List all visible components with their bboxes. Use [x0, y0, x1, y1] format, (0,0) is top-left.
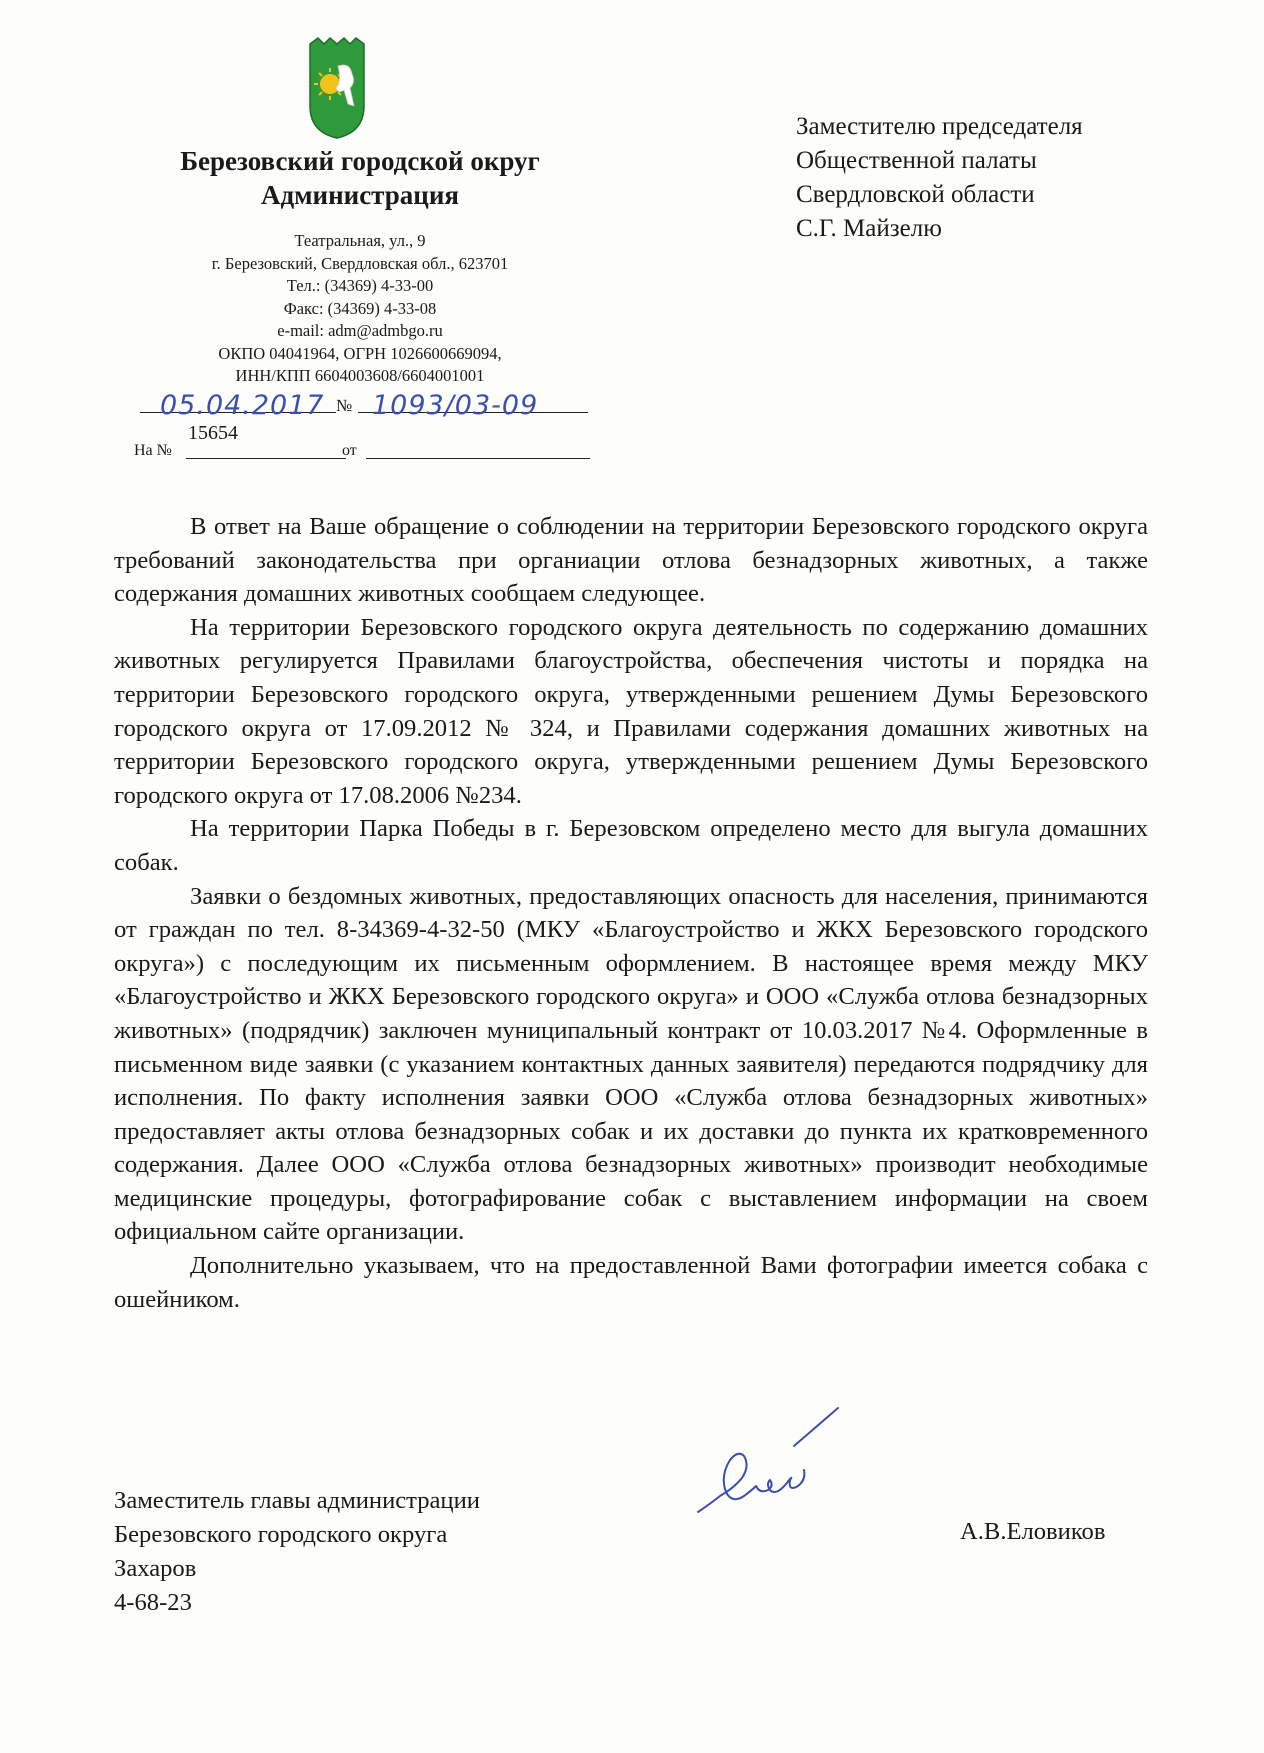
phone-line: Тел.: (34369) 4-33-00 — [286, 276, 434, 295]
reference-label: На № — [134, 442, 172, 459]
addressee-line: Свердловской области — [796, 181, 1035, 208]
organization-name: Березовский городской округ — [180, 146, 540, 176]
body-paragraph: Дополнительно указываем, что на предоставленной Вами фотографии имеется собака с ошейником. — [114, 1252, 1148, 1313]
executor-phone: 4-68-23 — [114, 1588, 192, 1616]
organization-subtitle: Администрация — [260, 180, 460, 210]
body-paragraph: На территории Березовского городского округа деятельность по содержанию домашних животных регулируется Правилами благоустройства, обеспечения чистоты и порядка на территории Березовского городского округа, утвержденными решением Думы Березовского городского округа от 17.09.2012 № 324, и Правилами содержания домашних животных на территории Березовского городского округа, утвержденными решением Думы Березовского городского округа от 17.08.2006 №234. — [114, 613, 1148, 809]
address-city: г. Березовский, Свердловская обл., 623701 — [211, 253, 509, 273]
addressee-line: Общественной палаты — [796, 147, 1037, 174]
inn-line: ИНН/КПП 6604003608/6604001001 — [235, 366, 485, 385]
addressee-line: С.Г. Майзелю — [796, 215, 942, 242]
handwritten-number: 1093/03-09 — [372, 390, 539, 421]
letter-body — [114, 510, 1148, 1316]
reference-date-line — [366, 458, 590, 459]
registration-block — [130, 390, 590, 460]
number-sign: № — [336, 396, 353, 415]
signer-position-line: Заместитель главы администрации — [114, 1487, 480, 1514]
contact-block — [110, 230, 610, 388]
letterhead — [110, 144, 610, 388]
addressee-block — [796, 110, 1236, 246]
body-paragraph: Заявки о бездомных животных, предоставляющих опасность для населения, принимаются от граждан по тел. 8-34369-4-32-50 (МКУ «Благоустройство и ЖКХ Березовского городского округа») с последующим их письменным оформлением. В настоящее время между МКУ «Благоустройство и ЖКХ Березовского городского округа» и ООО «Служба отлова безнадзорных животных» (подрядчик) заключен муниципальный контракт от 10.03.2017 №4. Оформленные в письменном виде заявки (с указанием контактных данных заявителя) передаются подрядчику для исполнения. По факту исполнения заявки ООО «Служба отлова безнадзорных животных» предоставляет акты отлова безнадзорных собак и их доставки до пункта их кратковременного содержания. Далее ООО «Служба отлова безнадзорных животных» производит необходимые медицинские процедуры, фотографирование собак с выставлением информации на своем официальном сайте организации. — [114, 882, 1148, 1246]
addressee-line: Заместителю председателя — [796, 113, 1083, 140]
fax-line: Факс: (34369) 4-33-08 — [283, 298, 437, 318]
reference-from-label: от — [342, 442, 357, 459]
body-paragraph: В ответ на Ваше обращение о соблюдении на территории Березовского городского округа требований законодательства при органиации отлова безнадзорных животных, а также содержания домашних животных сообщаем следующее. — [114, 513, 1148, 608]
extra-number: 15654 — [188, 422, 238, 444]
email-line: e-mail: adm@admbgo.ru — [277, 321, 443, 340]
reference-number-line — [186, 458, 346, 459]
signer-name: А.В.Еловиков — [960, 1518, 1106, 1545]
executor-block — [114, 1552, 196, 1619]
coat-of-arms-icon — [308, 36, 366, 140]
handwritten-signature-icon — [690, 1400, 840, 1560]
address-street: Театральная, ул., 9 — [294, 231, 426, 250]
okpo-line: ОКПО 04041964, ОГРН 1026600669094, — [218, 343, 502, 363]
executor-name: Захаров — [114, 1555, 197, 1582]
handwritten-date: 05.04.2017 — [160, 390, 325, 421]
signoff-position — [114, 1484, 714, 1551]
body-paragraph: На территории Парка Победы в г. Березовском определено место для выгула домашних собак. — [114, 815, 1148, 876]
signer-position-line: Березовского городского округа — [114, 1520, 448, 1548]
